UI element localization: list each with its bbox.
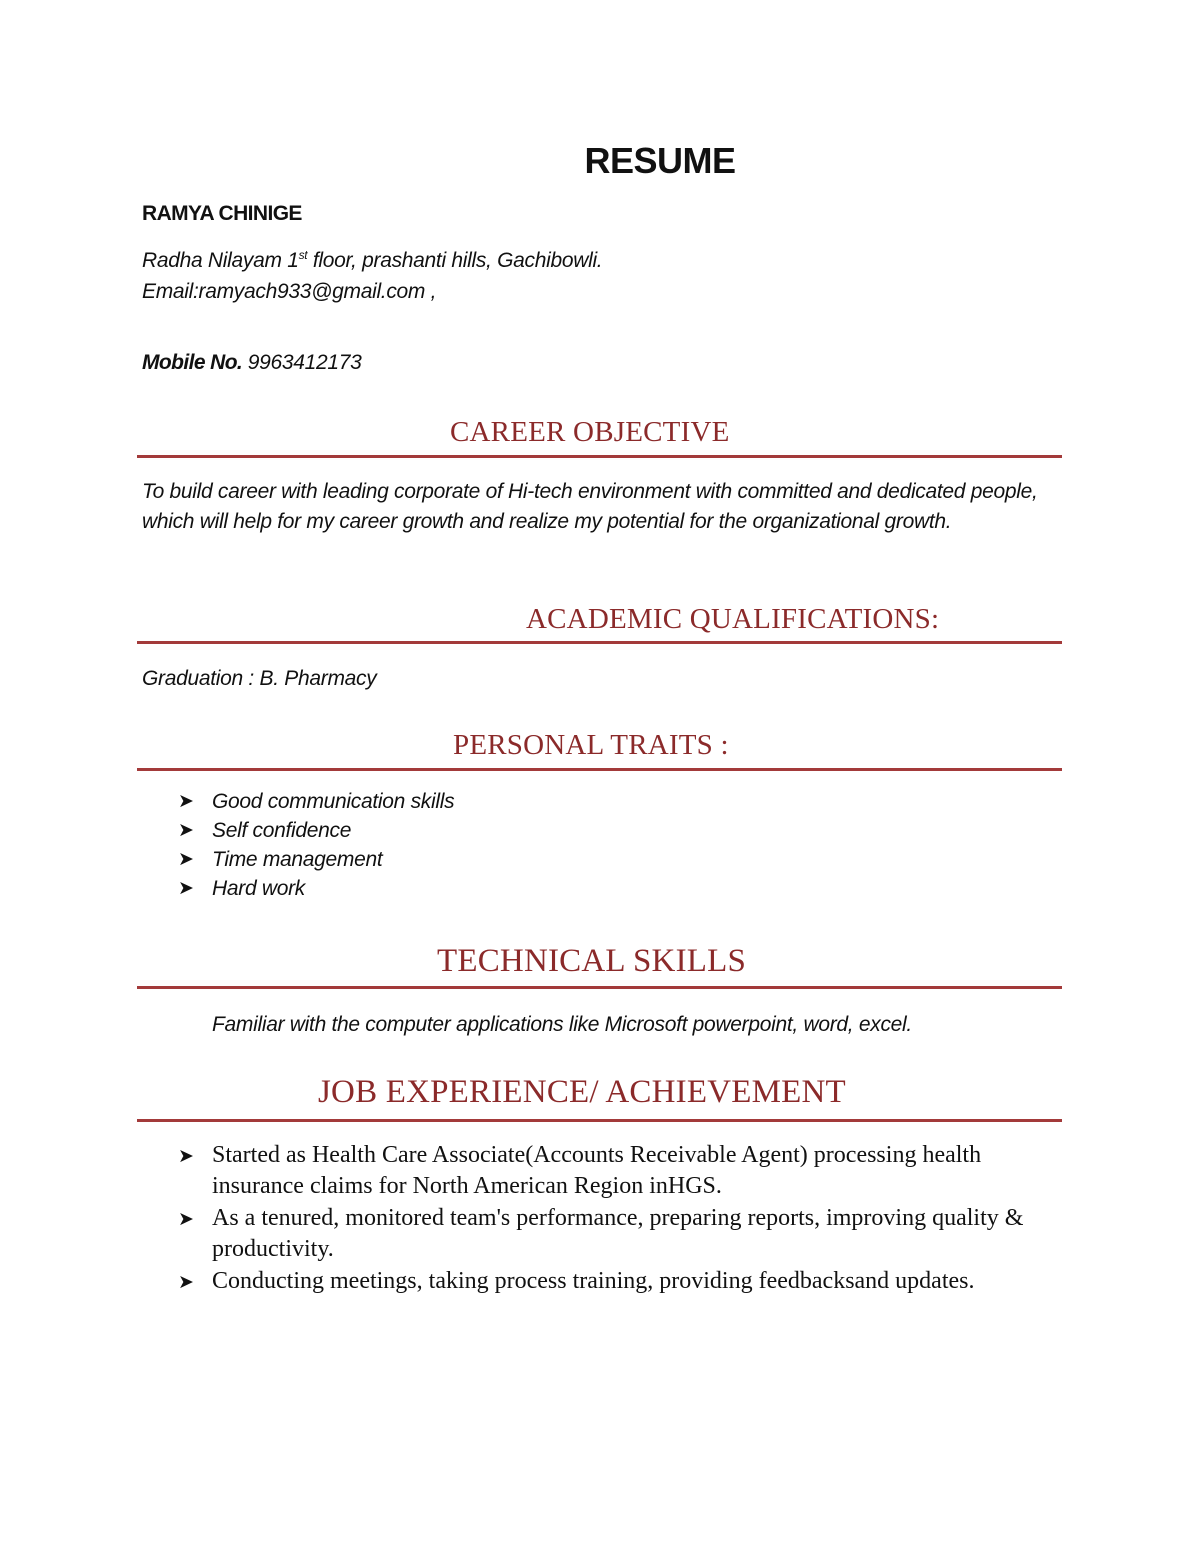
address-line [142,249,602,273]
job-item-text: Conducting meetings, taking process training, providing feedbacksand updates. [212,1268,975,1294]
mobile-label: Mobile No. [142,351,243,374]
section-divider [137,768,1062,771]
career-objective-heading: CAREER OBJECTIVE [450,416,730,448]
address-text-rest: floor, prashanti hills, Gachibowli. [307,249,603,272]
address-superscript: st [298,248,308,262]
list-item [178,845,454,874]
arrow-bullet-icon: ➤ [178,791,194,812]
technical-skills-text: Familiar with the computer applications like Microsoft powerpoint, word, excel. [212,1013,912,1036]
arrow-bullet-icon: ➤ [178,1146,194,1167]
list-item [178,1140,1038,1202]
arrow-bullet-icon: ➤ [178,1209,194,1230]
list-item [178,1203,1038,1265]
list-item [178,1266,1038,1297]
list-item [178,874,454,903]
section-divider [137,986,1062,989]
trait-text: Good communication skills [212,790,455,813]
traits-list [178,787,454,903]
candidate-name: RAMYA CHINIGE [142,202,302,225]
job-experience-list [178,1140,1038,1298]
section-divider [137,641,1062,644]
job-item-text: As a tenured, monitored team's performance, preparing reports, improving quality & productivity. [212,1205,1024,1262]
personal-traits-heading: PERSONAL TRAITS : [453,729,729,761]
email-line: Email:ramyach933@gmail.com , [142,280,437,303]
job-experience-heading: JOB EXPERIENCE/ ACHIEVEMENT [318,1074,846,1110]
job-item-text: Started as Health Care Associate(Accounts Receivable Agent) processing health insurance claims for North American Region inHGS. [212,1142,982,1199]
section-divider [137,1119,1062,1122]
trait-text: Time management [212,848,383,871]
arrow-bullet-icon: ➤ [178,849,194,870]
arrow-bullet-icon: ➤ [178,878,194,899]
technical-skills-heading: TECHNICAL SKILLS [437,943,747,979]
arrow-bullet-icon: ➤ [178,1272,194,1293]
arrow-bullet-icon: ➤ [178,820,194,841]
list-item [178,787,454,816]
section-divider [137,455,1062,458]
graduation-text: Graduation : B. Pharmacy [142,667,377,690]
mobile-line [142,351,362,375]
trait-text: Hard work [212,877,305,900]
career-objective-text: To build career with leading corporate of Hi-tech environment with committed and dedicated people, which will help for my career growth and realize my potential for the organizational growth. [142,480,1038,533]
list-item [178,816,454,845]
mobile-number: 9963412173 [242,351,362,374]
address-text: Radha Nilayam 1 [142,249,299,272]
trait-text: Self confidence [212,819,352,842]
academic-qualifications-heading: ACADEMIC QUALIFICATIONS: [526,603,940,635]
page-title: RESUME [584,140,736,181]
